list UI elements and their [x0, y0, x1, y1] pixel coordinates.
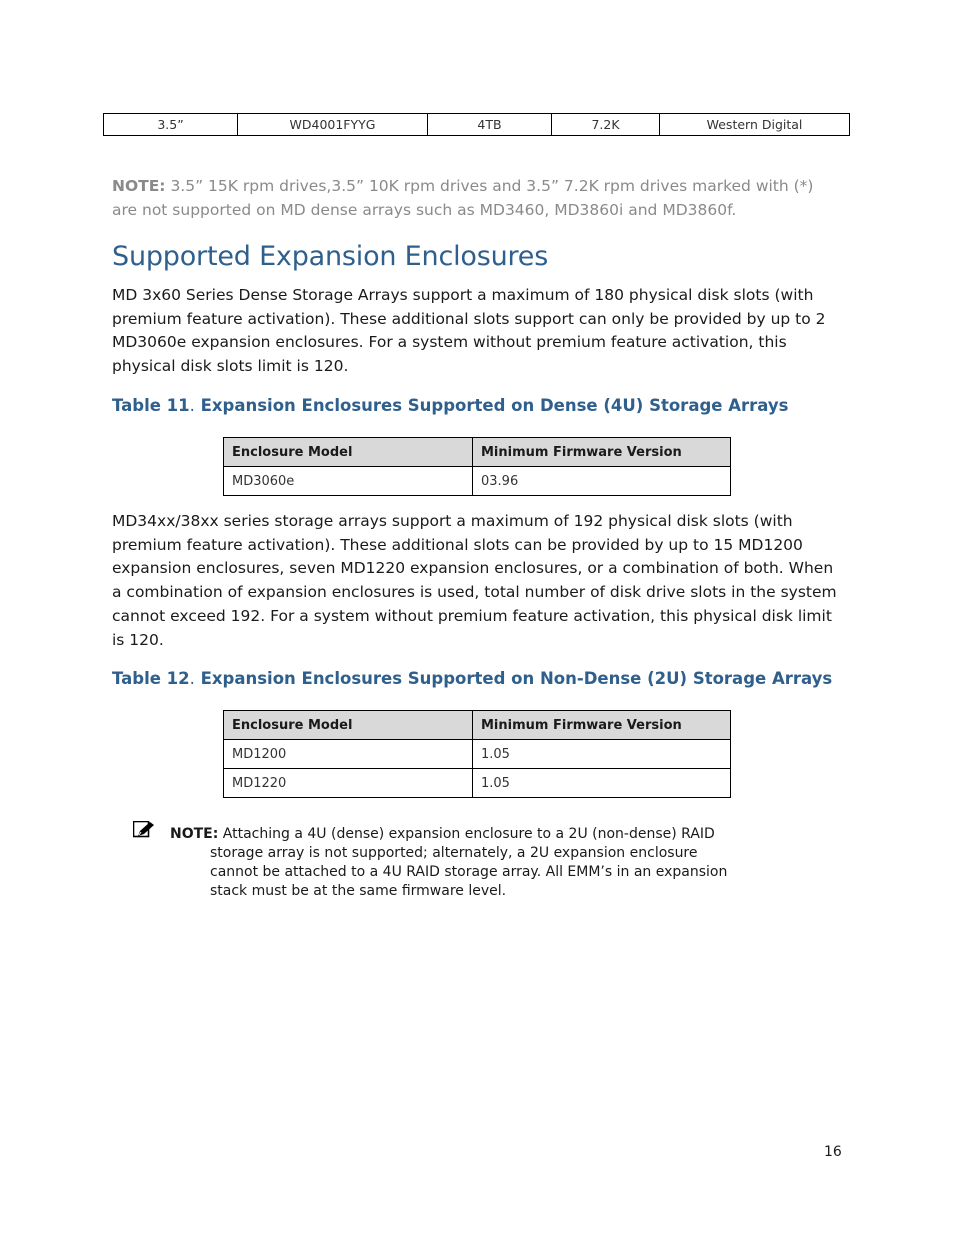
- table-cell: 1.05: [473, 740, 731, 769]
- table-cell: MD3060e: [224, 467, 473, 496]
- table12-caption: Table 12. Expansion Enclosures Supported on Non-Dense (2U) Storage Arrays: [112, 669, 833, 688]
- page-number: 16: [824, 1144, 842, 1160]
- table-row: [224, 769, 731, 798]
- section-title: Supported Expansion Enclosures: [112, 241, 549, 272]
- table11-caption: Table 11. Expansion Enclosures Supported on Dense (4U) Storage Arrays: [112, 396, 789, 415]
- table-cell: WD4001FYYG: [238, 114, 428, 136]
- caption-number: Table 11: [112, 396, 190, 415]
- table-header-row: [224, 438, 731, 467]
- expansion-note: [170, 825, 750, 901]
- drive-support-note: [112, 174, 832, 222]
- drive-table-fragment: [103, 113, 850, 136]
- caption-text: Expansion Enclosures Supported on Dense (4U) Storage Arrays: [194, 396, 789, 415]
- table-cell: 3.5”: [104, 114, 238, 136]
- table-cell: Western Digital: [660, 114, 850, 136]
- caption-text: Expansion Enclosures Supported on Non-Dense (2U) Storage Arrays: [194, 669, 833, 688]
- column-header: Minimum Firmware Version: [473, 438, 731, 467]
- note-label: NOTE:: [112, 177, 166, 195]
- pencil-icon: [133, 821, 155, 841]
- table12: [223, 710, 731, 798]
- table-row: [224, 467, 731, 496]
- table-cell: 7.2K: [552, 114, 660, 136]
- table-header-row: [224, 711, 731, 740]
- table11: [223, 437, 731, 496]
- table-cell: 4TB: [428, 114, 552, 136]
- note-label: NOTE:: [170, 826, 219, 842]
- table-row: [104, 114, 850, 136]
- dense-arrays-paragraph: MD 3x60 Series Dense Storage Arrays support a maximum of 180 physical disk slots (with premium feature activation). These additional slots support can only be provided by up to 2 MD3060e expansion enclosures. For a system without premium feature activation, this physical disk slots limit is 120.: [112, 286, 826, 376]
- table-cell: 03.96: [473, 467, 731, 496]
- non-dense-arrays-paragraph: MD34xx/38xx series storage arrays support a maximum of 192 physical disk slots (with premium feature activation). These additional slots can be provided by up to 15 MD1200 expansion enclosures, seven MD1220 expansion enclosures, or a combination of both. When a combination of expansion enclosures is used, total number of disk drive slots in the system cannot exceed 192. For a system without premium feature activation, this physical disk limit is 120.: [112, 512, 837, 649]
- note-text: Attaching a 4U (dense) expansion enclosure to a 2U (non-dense) RAID storage array is not supported; alternately, a 2U expansion enclosure cannot be attached to a 4U RAID storage array. All EMM’s in an expansion stack must be at the same firmware level.: [210, 826, 728, 899]
- note-text: 3.5” 15K rpm drives,3.5” 10K rpm drives and 3.5” 7.2K rpm drives marked with (*) are not supported on MD dense arrays such as MD3460, MD3860i and MD3860f.: [112, 177, 814, 219]
- table-cell: MD1220: [224, 769, 473, 798]
- table-row: [224, 740, 731, 769]
- column-header: Enclosure Model: [224, 438, 473, 467]
- caption-number: Table 12: [112, 669, 190, 688]
- column-header: Minimum Firmware Version: [473, 711, 731, 740]
- table-cell: 1.05: [473, 769, 731, 798]
- table-cell: MD1200: [224, 740, 473, 769]
- column-header: Enclosure Model: [224, 711, 473, 740]
